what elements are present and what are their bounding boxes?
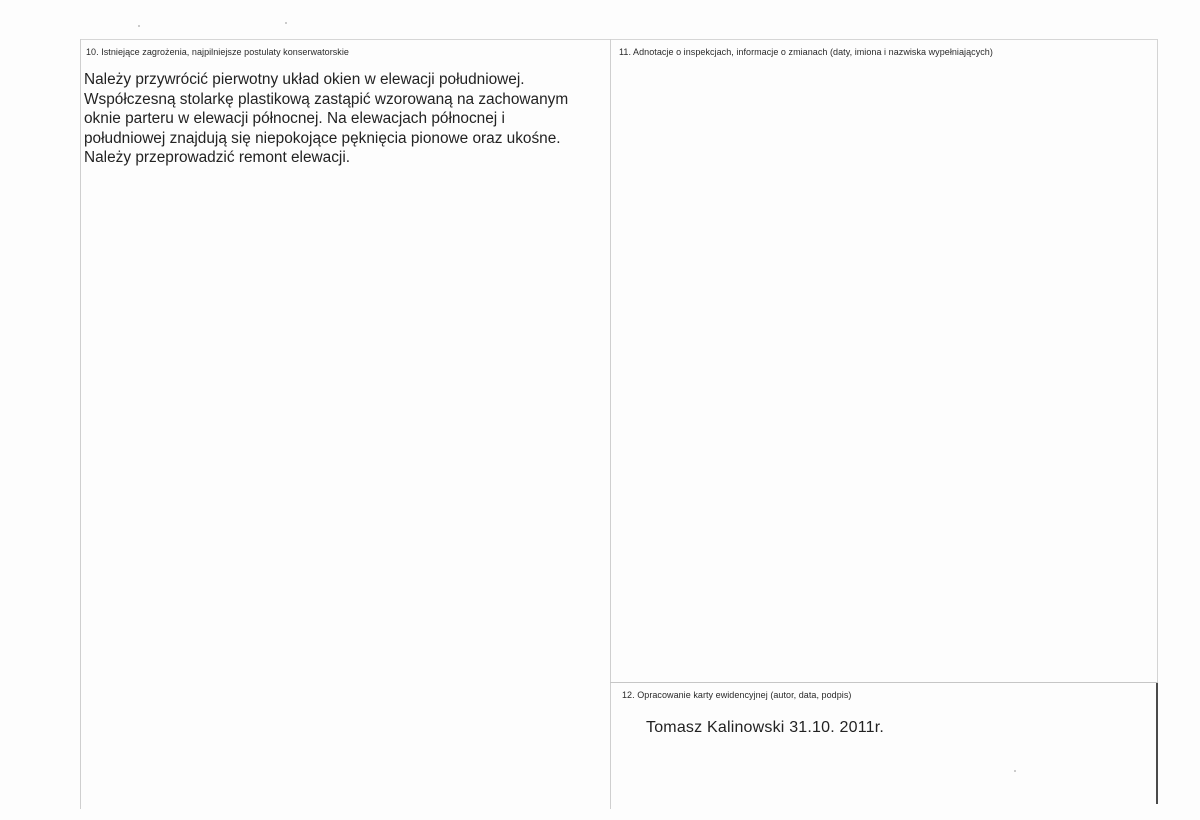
scan-speck: [1014, 770, 1016, 772]
scan-speck: [138, 25, 140, 27]
section-11-label: 11. Adnotacje o inspekcjach, informacje o zmianach (daty, imiona i nazwiska wypełniających): [619, 47, 993, 57]
form-border-right-lower: [1156, 682, 1158, 804]
section-10-line: oknie parteru w elewacji północnej. Na elewacjach północnej i: [84, 110, 505, 127]
section-12-divider: [610, 682, 1158, 683]
form-border-left: [80, 39, 81, 809]
section-10-text: [84, 70, 606, 168]
form-border-right: [1157, 39, 1158, 682]
author-date-signature: Tomasz Kalinowski 31.10. 2011r.: [646, 719, 885, 736]
section-10-line: południowej znajdują się niepokojące pęknięcia pionowe oraz ukośne.: [84, 129, 561, 147]
section-12-label: 12. Opracowanie karty ewidencyjnej (autor, data, podpis): [622, 690, 852, 700]
section-10-label: 10. Istniejące zagrożenia, najpilniejsze postulaty konserwatorskie: [86, 47, 349, 57]
section-10-line: Współczesną stolarkę plastikową zastąpić wzorowaną na zachowanym: [84, 90, 569, 108]
section-10-line: Należy przeprowadzić remont elewacji.: [84, 149, 351, 166]
section-10-line: Należy przywrócić pierwotny układ okien w elewacji południowej.: [84, 71, 525, 88]
scan-speck: [285, 22, 287, 24]
form-border-top: [80, 39, 1158, 40]
form-column-divider: [610, 39, 611, 809]
